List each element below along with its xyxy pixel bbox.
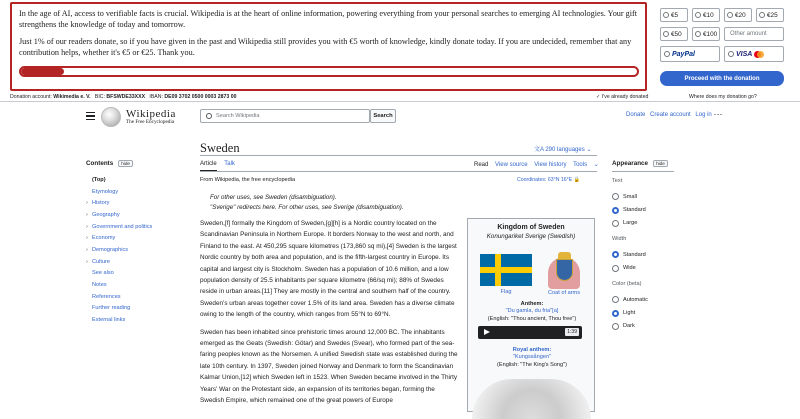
banner-paragraph-1: In the age of AI, access to verifiable facts is crucial. Wikipedia is at the heart of online information, powering everything from your personal searches to emerging AI technologies. Your gift strengthens the knowledge of today and tomorrow. [19, 9, 638, 29]
infobox-title: Kingdom of Sweden [497, 224, 565, 231]
divider [200, 155, 597, 156]
anthem-link[interactable]: "Du gamla, du fria"[a] [505, 308, 559, 315]
hatnote [210, 193, 404, 214]
visa-logo: VISA [736, 50, 753, 58]
toc-item[interactable]: › Demographics [86, 246, 129, 253]
banner-message-box [10, 2, 647, 91]
toc-item[interactable]: › Economy [86, 235, 116, 242]
personal-tools [626, 112, 715, 118]
view-tabs [474, 161, 609, 168]
where-donation-goes-link[interactable]: Where does my donation go? [689, 94, 757, 100]
site-sub: From Wikipedia, the free encyclopedia [200, 177, 296, 183]
tab-read[interactable]: Read [474, 162, 489, 168]
text-size-label: Text [612, 178, 623, 184]
donate-link[interactable]: Donate [626, 112, 646, 118]
toc-item[interactable]: › Government and politics [86, 223, 153, 230]
audio-duration: 1:39 [567, 329, 577, 335]
anthem-block: Anthem: "Du gamla, du fria"[a] (English: "Thou ancient, Thou free") [472, 301, 592, 323]
color-label: Color (beta) [612, 280, 642, 287]
toc-item[interactable]: › Geography [86, 211, 120, 218]
radio-icon[interactable] [612, 323, 619, 330]
tab-talk[interactable]: Talk [224, 161, 235, 167]
toc-item[interactable]: References [92, 293, 121, 300]
search-icon [206, 113, 212, 119]
log-in-link[interactable]: Log in [695, 112, 712, 118]
divider [200, 171, 597, 172]
toc-item[interactable]: (Top) [92, 176, 106, 183]
chevron-right-icon[interactable]: › [86, 223, 88, 230]
radio-option[interactable]: Light [612, 306, 792, 319]
amount-option[interactable]: €50 [660, 27, 688, 41]
radio-icon[interactable] [612, 207, 619, 214]
hatnote-line: For other uses, see Sweden (disambiguation). [210, 194, 337, 201]
coat-of-arms-image[interactable] [548, 249, 580, 289]
donation-progress-bar [19, 66, 639, 77]
progress-fill [21, 68, 64, 75]
chevron-right-icon[interactable]: › [86, 200, 88, 207]
main-menu-icon[interactable] [86, 112, 95, 120]
paypal-logo: PayPal [672, 50, 695, 58]
chevron-right-icon[interactable]: › [86, 246, 88, 253]
royal-anthem-link[interactable]: Royal anthem: [512, 347, 552, 353]
color-options [612, 293, 792, 333]
radio-icon [727, 12, 733, 18]
chevron-right-icon[interactable]: › [86, 211, 88, 218]
bank-details: Donation account: Wikimedia e. V. BIC: BFSWDE33XXX IBAN: DE09 3702 0500 0003 2873 00 [10, 94, 237, 100]
royal-anthem-name[interactable]: "Kungssången" [512, 354, 552, 361]
infobox [467, 218, 595, 412]
flag-caption[interactable]: Flag [500, 289, 512, 295]
create-account-link[interactable]: Create account [650, 112, 691, 118]
radio-option[interactable]: Standard [612, 203, 792, 216]
width-options [612, 248, 792, 275]
width-label: Width [612, 236, 627, 243]
donation-banner [0, 0, 800, 102]
wikipedia-globe-logo[interactable] [101, 107, 121, 127]
chevron-down-icon: ⌄ [592, 162, 599, 168]
amount-option[interactable]: €100 [692, 27, 720, 41]
table-of-contents [86, 160, 191, 326]
donation-amounts [660, 8, 785, 62]
check-icon: ✓ [596, 94, 602, 100]
radio-icon [695, 31, 701, 37]
wikipedia-tagline: The Free Encyclopedia [126, 119, 175, 125]
radio-icon [663, 12, 669, 18]
other-amount-input[interactable]: Other amount [724, 27, 784, 41]
radio-icon[interactable] [612, 296, 619, 303]
tab-article[interactable]: Article [200, 161, 217, 171]
text-size-options [612, 190, 792, 230]
card-option[interactable] [724, 46, 784, 62]
history-paragraph: Sweden has been inhabited since prehistoric times around 12,000 BC. The inhabitants emerged as the Geats (Swedish: Götar) and Swedes (Svear), who formed part of the sea-faring peoples known as the Norsemen. A unified Swedish state was established during the late 10th century. In 1397, Sweden joined Norway and Denmark to form the Scandinavian Kalmar Union,[12] which Sweden left in 1523. When Sweden became involved in the Thirty Years' War on the Protestant side, an expansion of its territories began, forming the Swedish Empire, which remained one of the great powers of Europe [200, 328, 458, 405]
toc-item[interactable]: › History [86, 200, 110, 207]
paypal-option[interactable] [660, 46, 720, 62]
audio-player[interactable] [478, 326, 582, 339]
play-icon[interactable] [484, 329, 490, 335]
native-name: Konungariket Sverige (Swedish) [486, 233, 576, 240]
hatnote-line: "Sverige" redirects here. For other uses, see Sverige (disambiguation). [210, 204, 404, 212]
location-map-image[interactable] [472, 379, 591, 419]
namespace-tabs [200, 161, 241, 167]
radio-option[interactable]: Small [612, 190, 792, 203]
chevron-right-icon[interactable]: › [86, 235, 88, 242]
wikipedia-wordmark[interactable]: Wikipedia [126, 108, 176, 120]
radio-icon[interactable] [612, 310, 619, 317]
mastercard-icon [754, 51, 763, 58]
toc-hide-button[interactable]: hide [118, 160, 133, 167]
search-input[interactable]: Search Wikipedia [200, 109, 370, 123]
radio-icon[interactable] [612, 265, 619, 272]
amount-option[interactable]: €25 [756, 8, 784, 22]
toc-item[interactable]: Further reading [92, 305, 131, 312]
radio-icon [728, 51, 734, 57]
flag-of-sweden-image[interactable] [480, 254, 532, 286]
appearance-panel [612, 160, 792, 333]
toc-item[interactable]: External links [92, 317, 126, 324]
royal-anthem-block: Royal anthem: "Kungssången" (English: "The King's Song") [472, 347, 592, 369]
radio-option[interactable]: Dark [612, 320, 792, 333]
radio-option[interactable]: Large [612, 217, 792, 230]
search-button[interactable]: Search [370, 109, 396, 123]
tab-view-history[interactable]: View history [534, 162, 567, 168]
appearance-hide-button[interactable]: hide [653, 160, 668, 167]
coat-of-arms-caption[interactable]: Coat of arms [547, 290, 581, 296]
radio-option[interactable]: Wide [612, 262, 792, 275]
banner-footer [10, 93, 790, 101]
page-title: Sweden [200, 141, 240, 155]
toc-item[interactable]: See also [92, 270, 114, 277]
site-header [0, 103, 800, 133]
lead-paragraph: Sweden,[f] formally the Kingdom of Sweden,[g][h] is a Nordic country located on the Scandinavian Peninsula in Northern Europe. It borders Norway to the west and north, and Finland to the east. At 450,295 square kilometres (173,860 sq mi),[4] Sweden is the largest Nordic country by both area and population, and is the fifth-largest country in Europe. Its capital and largest city is Stockholm. Sweden has a population of 10.6 million, and a low population density of 25.5 inhabitants per square kilometre (66/sq mi); 88% of Swedes reside in urban areas.[11] They are mostly in the central and southern half of the country. Sweden's urban areas together cover 1.5% of its land area. Sweden has a diverse climate owing to the length of the country, which ranges from 55°N to 69°N. [200, 220, 457, 319]
toc-item[interactable]: Notes [92, 282, 107, 289]
amount-option[interactable]: €10 [692, 8, 720, 22]
coordinates-link[interactable]: Coordinates: 63°N 16°E 🔒 [517, 177, 581, 183]
amount-option[interactable]: €5 [660, 8, 688, 22]
radio-icon [695, 12, 701, 18]
more-options-icon[interactable]: ··· [713, 109, 723, 119]
chevron-right-icon[interactable]: › [86, 258, 88, 265]
banner-paragraph-2: Just 1% of our readers donate, so if you have given in the past and Wikipedia still provides you with €5 worth of knowledge, kindly donate today. If you are undecided, remember that any contribution helps, whether it's €5 or €25. Thank you. [19, 37, 632, 57]
article-body [200, 218, 460, 413]
radio-option[interactable]: Automatic [612, 293, 792, 306]
radio-icon [664, 51, 670, 57]
already-donated-link[interactable]: ✓ I've already donated [596, 94, 649, 100]
tab-view-source[interactable]: View source [495, 162, 528, 168]
tab-tools[interactable]: Tools ⌄ [573, 162, 599, 168]
radio-icon [663, 31, 669, 37]
translate-icon: 文A [534, 147, 546, 153]
lock-icon: 🔒 [573, 177, 581, 183]
proceed-donation-button[interactable]: Proceed with the donation [660, 71, 784, 86]
radio-icon[interactable] [612, 193, 619, 200]
radio-icon [759, 12, 765, 18]
divider [612, 171, 674, 172]
toc-list [86, 174, 191, 326]
banner-text [19, 9, 641, 65]
radio-option[interactable]: Standard [612, 248, 792, 261]
toc-item[interactable]: Etymology [92, 188, 119, 195]
appearance-title: Appearance [612, 160, 649, 167]
chevron-down-icon: ⌄ [584, 147, 592, 153]
radio-icon[interactable] [612, 220, 619, 227]
toc-item[interactable]: › Culture [86, 258, 111, 265]
toc-title: Contents [86, 160, 114, 167]
amount-option[interactable]: €20 [724, 8, 752, 22]
language-selector[interactable]: 文A 290 languages ⌄ [534, 147, 592, 153]
radio-icon[interactable] [612, 251, 619, 258]
